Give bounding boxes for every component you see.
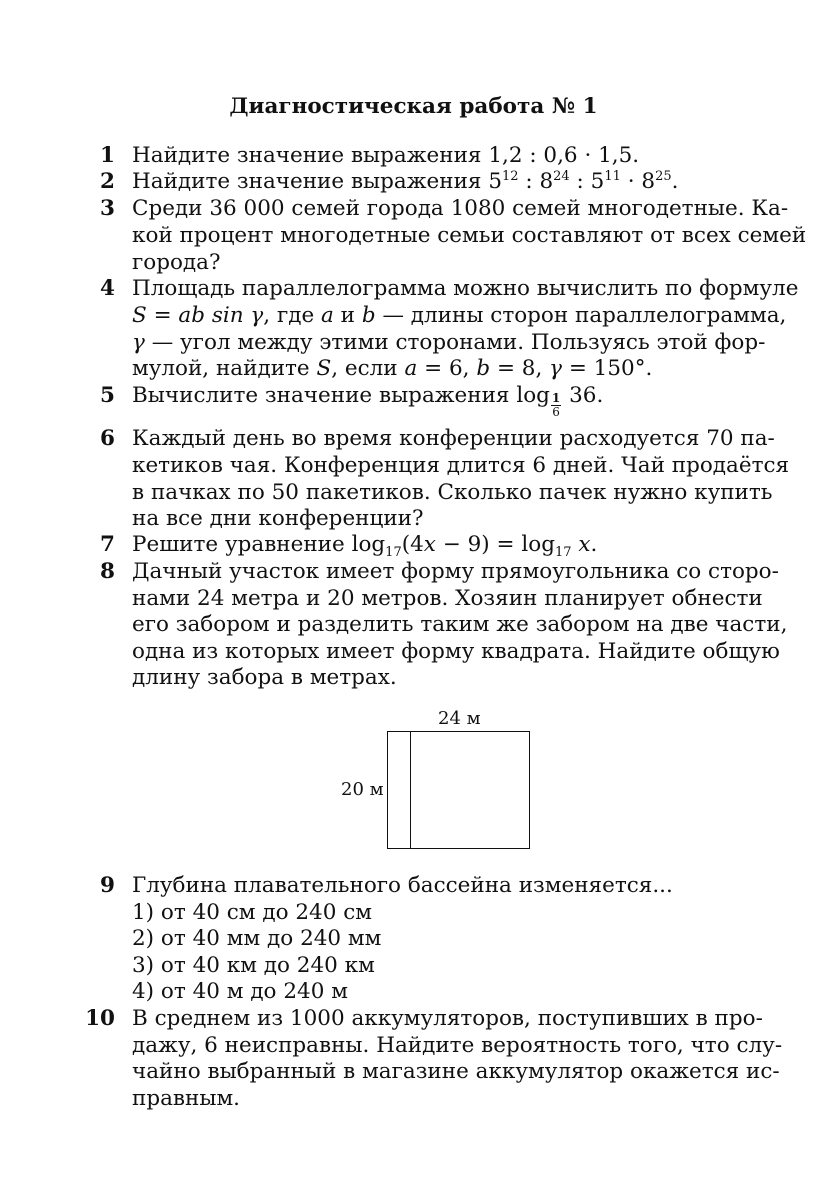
problem-2-text: Найдите значение выражения $5^{12}$ : $8^{24}$ : $5^{11} \cdot 8^{25}$. xyxy=(132,169,679,194)
answer-option: 3) от 40 км до 240 км xyxy=(132,953,375,978)
problem-8-line: его забором и разделить таким же забором на две части, xyxy=(132,612,788,637)
problem-number: 10 xyxy=(85,1006,115,1031)
problem-6-line: кетиков чая. Конференция длится 6 дней. Чай продаётся xyxy=(132,453,790,478)
figure-height-label: 20 м xyxy=(341,779,384,800)
problem-number: 1 xyxy=(100,143,115,168)
problem-6-line: Каждый день во время конференции расходуется 70 па- xyxy=(132,426,775,451)
problem-number: 2 xyxy=(100,169,115,194)
problem-number: 6 xyxy=(100,426,115,451)
answer-option: 4) от 40 м до 240 м xyxy=(132,979,348,1004)
answer-option: 1) от 40 см до 240 см xyxy=(132,900,373,925)
area-formula: S = ab sin γ xyxy=(132,303,264,328)
problem-3-line: Среди 36 000 семей города 1080 семей многодетные. Ка- xyxy=(132,196,789,221)
answer-option: 2) от 40 мм до 240 мм xyxy=(132,926,382,951)
problem-8-line: нами 24 метра и 20 метров. Хозяин планирует обнести xyxy=(132,586,763,611)
problem-6-line: в пачках по 50 пакетиков. Сколько пачек нужно купить xyxy=(132,480,773,505)
fence-divider xyxy=(410,731,411,849)
problem-4-line: S = ab sin γ, где a и b — длины сторон параллелограмма, xyxy=(132,303,787,328)
problem-10-line: чайно выбранный в магазине аккумулятор окажется ис- xyxy=(132,1059,780,1084)
problem-8-line: длину забора в метрах. xyxy=(132,665,397,690)
problem-10-line: правным. xyxy=(132,1086,241,1111)
plot-rectangle xyxy=(387,731,530,849)
figure-width-label: 24 м xyxy=(438,708,481,729)
problem-3-line: кой процент многодетные семьи составляют от всех семей xyxy=(132,223,807,248)
problem-4-line: Площадь параллелограмма можно вычислить по формуле xyxy=(132,276,799,301)
problem-1-text: Найдите значение выражения 1,2 : 0,6 · 1,5. xyxy=(132,143,640,168)
problem-7-text: Решите уравнение $\log_{17}(4x - 9) = \log_{17} x$. xyxy=(132,532,598,560)
problem-4-line: мулой, найдите S, если a = 6, b = 8, γ = 150°. xyxy=(132,356,653,381)
problem-8-line: Дачный участок имеет форму прямоугольника со сторо- xyxy=(132,559,779,584)
problem-6-line: на все дни конференции? xyxy=(132,506,424,531)
page-title: Диагностическая работа № 1 xyxy=(229,94,598,119)
problem-number: 9 xyxy=(100,873,115,898)
problem-10-line: дажу, 6 неисправны. Найдите вероятность того, что слу- xyxy=(132,1033,783,1058)
problem-number: 5 xyxy=(100,383,115,408)
log-base-fraction: $\frac{1}{6}$ xyxy=(551,391,561,419)
problem-8-line: одна из которых имеет форму квадрата. Найдите общую xyxy=(132,639,780,664)
problem-9-question: Глубина плавательного бассейна изменяется... xyxy=(132,873,673,898)
problem-number: 4 xyxy=(100,276,115,301)
problem-number: 3 xyxy=(100,196,115,221)
problem-number: 7 xyxy=(100,532,115,557)
problem-4-line: γ — угол между этими сторонами. Пользуясь этой фор- xyxy=(132,330,766,355)
problem-5-text: Вычислите значение выражения log $\frac{1}{6}$ 36. xyxy=(132,383,604,419)
problem-number: 8 xyxy=(100,559,115,584)
problem-10-line: В среднем из 1000 аккумуляторов, поступивших в про- xyxy=(132,1006,763,1031)
problem-3-line: города? xyxy=(132,250,221,275)
